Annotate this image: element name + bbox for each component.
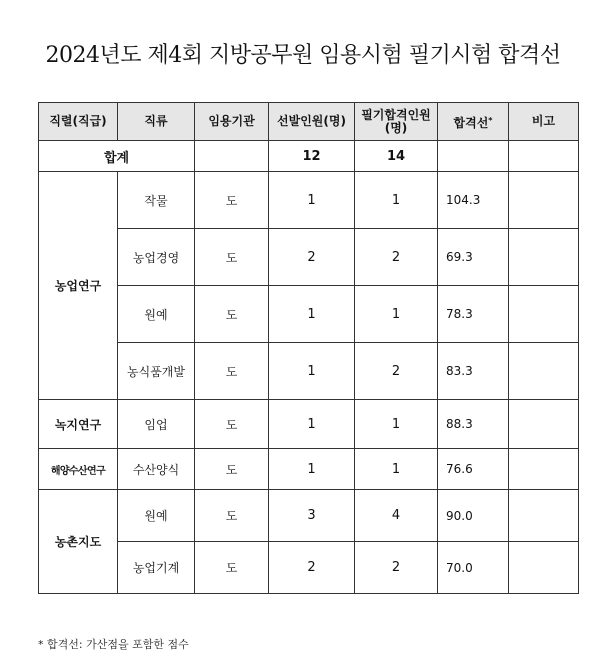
table-row <box>39 542 579 594</box>
cutoff-cell: 90.0 <box>438 490 509 542</box>
table-row <box>39 343 579 400</box>
series-cell: 원예 <box>118 490 195 542</box>
header-note: 비고 <box>509 103 579 141</box>
header-cutoff <box>438 103 509 141</box>
total-cutoff <box>438 141 509 172</box>
total-note <box>509 141 579 172</box>
series-cell: 작물 <box>118 172 195 229</box>
total-row <box>39 141 579 172</box>
cutoff-cell: 69.3 <box>438 229 509 286</box>
agency-cell: 도 <box>195 343 269 400</box>
agency-cell: 도 <box>195 400 269 449</box>
header-row <box>39 103 579 141</box>
agency-cell: 도 <box>195 490 269 542</box>
planned-cell: 2 <box>269 229 355 286</box>
series-cell: 수산양식 <box>118 449 195 490</box>
planned-cell: 1 <box>269 286 355 343</box>
passed-cell: 1 <box>355 400 438 449</box>
note-cell <box>509 400 579 449</box>
rank-cell: 해양수산연구 <box>39 449 118 490</box>
passed-cell: 2 <box>355 542 438 594</box>
planned-cell: 1 <box>269 343 355 400</box>
cutoff-cell: 70.0 <box>438 542 509 594</box>
header-agency: 임용기관 <box>195 103 269 141</box>
header-planned: 선발인원(명) <box>269 103 355 141</box>
note-cell <box>509 490 579 542</box>
page-title: 2024년도 제4회 지방공무원 임용시험 필기시험 합격선 <box>45 43 561 68</box>
agency-cell: 도 <box>195 229 269 286</box>
series-cell: 농업경영 <box>118 229 195 286</box>
planned-cell: 1 <box>269 449 355 490</box>
table-row <box>39 490 579 542</box>
header-series: 직류 <box>118 103 195 141</box>
cutoff-cell: 104.3 <box>438 172 509 229</box>
passed-cell: 2 <box>355 343 438 400</box>
planned-cell: 1 <box>269 400 355 449</box>
note-cell <box>509 229 579 286</box>
note-cell <box>509 286 579 343</box>
cutoff-cell: 83.3 <box>438 343 509 400</box>
table-row <box>39 400 579 449</box>
table-row <box>39 286 579 343</box>
passed-cell: 2 <box>355 229 438 286</box>
pass-cutoff-table <box>38 102 579 594</box>
table-row <box>39 229 579 286</box>
series-cell: 농식품개발 <box>118 343 195 400</box>
series-cell: 농업기계 <box>118 542 195 594</box>
rank-cell: 농업연구 <box>39 172 118 400</box>
total-label: 합계 <box>39 141 195 172</box>
passed-cell: 1 <box>355 449 438 490</box>
agency-cell: 도 <box>195 286 269 343</box>
passed-cell: 1 <box>355 172 438 229</box>
planned-cell: 2 <box>269 542 355 594</box>
cutoff-cell: 88.3 <box>438 400 509 449</box>
note-cell <box>509 343 579 400</box>
header-passed: 필기합격인원(명) <box>355 103 438 141</box>
planned-cell: 1 <box>269 172 355 229</box>
cutoff-cell: 76.6 <box>438 449 509 490</box>
footnote: * 합격선: 가산점을 포함한 점수 <box>38 638 189 651</box>
series-cell: 원예 <box>118 286 195 343</box>
header-cutoff-label: 합격선 <box>453 115 489 130</box>
passed-cell: 4 <box>355 490 438 542</box>
table-row <box>39 172 579 229</box>
header-rank: 직렬(직급) <box>39 103 118 141</box>
total-passed: 14 <box>355 141 438 172</box>
note-cell <box>509 542 579 594</box>
total-planned: 12 <box>269 141 355 172</box>
cutoff-cell: 78.3 <box>438 286 509 343</box>
table-row <box>39 449 579 490</box>
series-cell: 임업 <box>118 400 195 449</box>
total-agency <box>195 141 269 172</box>
agency-cell: 도 <box>195 449 269 490</box>
passed-cell: 1 <box>355 286 438 343</box>
header-cutoff-mark: * <box>488 115 493 125</box>
agency-cell: 도 <box>195 542 269 594</box>
note-cell <box>509 172 579 229</box>
note-cell <box>509 449 579 490</box>
rank-cell: 녹지연구 <box>39 400 118 449</box>
rank-cell: 농촌지도 <box>39 490 118 594</box>
planned-cell: 3 <box>269 490 355 542</box>
agency-cell: 도 <box>195 172 269 229</box>
